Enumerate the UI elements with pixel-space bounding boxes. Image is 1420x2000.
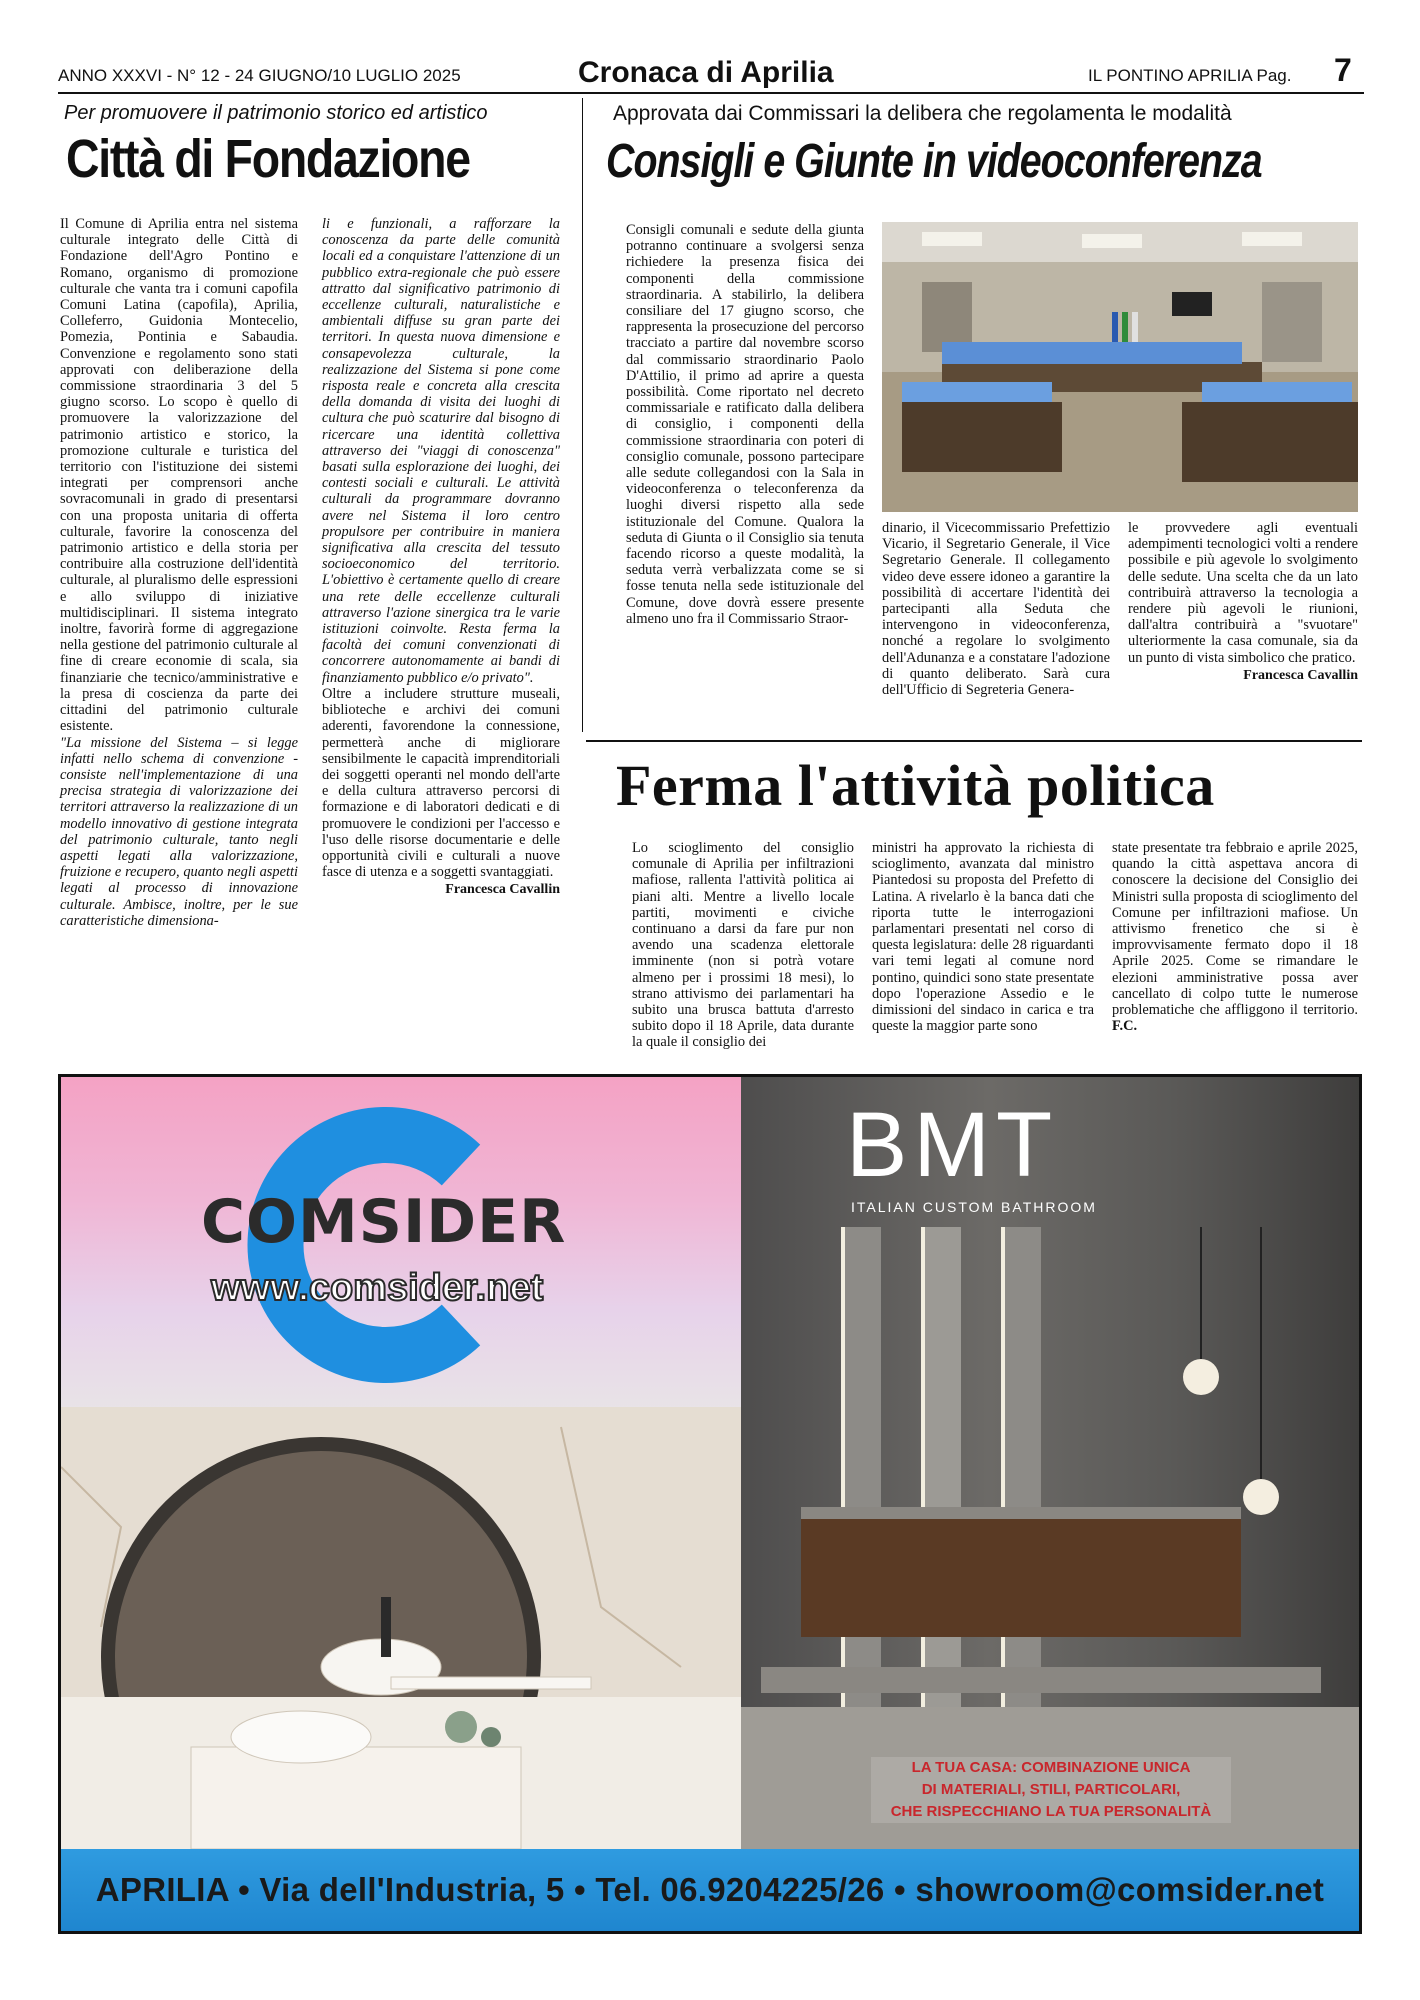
article1-body-1: Il Comune di Aprilia entra nel sistema culturale integrato delle Città di Fondazione dell'Agro Pontino e Romano, organismo di promozione culturale che vanta tra i comuni capofila Comuni Latina (capofila), Aprilia, Colleferro, Guidonia Montecelio, Pomezia, Pontinia e Sabaudia. Convenzione e regolamento sono stati approvati con deliberazione della commissione straordinaria 3 del 5 giugno scorso. Lo scopo è quello di promuovere la valorizzazione del patrimonio artistico e storico, la promozione culturale e turistica del territorio con l'istituzione dei sistemi integrati per comprensori anche sovracomunali in grado di presentarsi con una proposta unitaria di offerta culturale, favorire la conoscenza del patrimonio artistico e della storia per contribuire alla costruzione dell'identità culturale, al pluralismo delle espressioni e allo sviluppo di iniziative multidisciplinari. Il sistema integrato inoltre, favorirà forme di aggregazione nella gestione del patrimonio culturale al fine di creare economie di scala, sia finanziarie che tecnico/amministrative e la presa di coscienza da parte dei cittadini del patrimonio culturale esistente.	[60, 216, 298, 735]
ad-slogan-line-3: CHE RISPECCHIANO LA TUA PERSONALITÀ	[890, 1803, 1212, 1820]
article3-column-1	[632, 840, 854, 1060]
article3-byline: F.C.	[1112, 1018, 1138, 1035]
top-rule	[58, 92, 1364, 94]
article2-column-3	[1128, 520, 1358, 730]
council-chamber-illustration	[882, 222, 1358, 512]
article3-body-3: state presentate tra febbraio e aprile 2025, quando la città aspettava ancora di conoscere la decisione del Consiglio dei Ministri sulla proposta di scioglimento del Comune per infiltrazioni mafiose. Un attivismo frenetico che si è improvvisamente fermato dopo il 18 Aprile 2025. Come se rimandare le elezioni amministrative possa aver cancellato di colpo tutte le numerose problematiche che affliggono il territorio.	[1112, 840, 1358, 1019]
comsider-url: www.comsider.net	[211, 1267, 544, 1309]
bathroom-interior-illustration	[741, 1227, 1361, 1849]
ad-slogan-line-2: DI MATERIALI, STILI, PARTICOLARI,	[921, 1781, 1181, 1798]
article1-body-2: Oltre a includere strutture museali, biblioteche e archivi dei comuni aderenti, favorendone la connessione, permetterà anche di migliorare sensibilmente le capacità imprenditoriali dei soggetti operanti nel mondo dell'arte e della cultura attraverso percorsi di formazione e di laboratori dedicati e di promuovere le condizioni per l'accesso e l'uso delle risorse documentarie e delle opportunità civili e culturali a nuove fasce di utenza e a soggetti svantaggiati.	[322, 685, 560, 881]
article3-headline: Ferma l'attività politica	[616, 753, 1215, 818]
article2-body-1: Consigli comunali e sedute della giunta potranno continuare a svolgersi senza richiedere la presenza fisica dei componenti della commissione straordinaria. A stabilirlo, la delibera consiliare del 17 giugno scorso, che rappresenta la prosecuzione del percorso tracciato a partire dal novembre scorso dal commissario straordinario Paolo D'Attilio, il primo ad aprire a questa possibilità. Come riportato nel decreto commissariale e ratificato dalla delibera di consiglio, i componenti della commissione straordinaria con poteri di consiglio comunale, possono partecipare alle sedute collegandosi con la Sala in videoconferenza o teleconferenza da luoghi diversi rispetto alla sede istituzionale del Comune. Qualora la seduta di Giunta o il Consiglio sia tenuta facendo ricorso a queste modalità, la seduta verrà verbalizzata come se si fosse tenuta nella sede istituzionale del Comune, dove dovrà essere presente almeno uno fra il Commissario Straor-	[626, 222, 864, 627]
council-chamber-photo	[882, 222, 1358, 512]
ad-footer-contact: APRILIA • Via dell'Industria, 5 • Tel. 06.9204225/26 • showroom@comsider.net	[95, 1871, 1325, 1908]
ad-comsider-panel	[61, 1077, 741, 1849]
bmt-tagline: ITALIAN CUSTOM BATHROOM	[851, 1199, 1097, 1215]
article2-body-3: le provvedere agli eventuali adempimenti tecnologici volti a rendere possibile e più agevole lo svolgimento delle sedute. Una scelta che da un lato contribuirà attraverso la tecnologia a rendere più agevoli le riunioni, dall'altra contribuirà a "svuotare" ulteriormente la casa comunale, sia da un punto di vista simbolico che pratico.	[1128, 520, 1358, 666]
article2-body-2: dinario, il Vicecommissario Prefettizio Vicario, il Segretario Generale, il Vice Segretario Generale. Il collegamento video deve essere idoneo a garantire la possibilità di accertare l'identità dei partecipanti alla Seduta che intervengono in videoconferenza, nonché a regolare lo svolgimento dell'Adunanza e a constatare l'adozione di quanto deliberato. Sarà cura dell'Ufficio di Segreteria Genera-	[882, 520, 1110, 699]
article1-body-quote-cont: li e funzionali, a rafforzare la conoscenza da parte delle comunità locali ed a conquistare l'attenzione di un pubblico extra-regionale che può essere attratto dal significativo patrimonio di eccellenze culturali, naturalistiche e ambientali diffuse su gran parte dei territori. In questa nuova dimensione e consapevolezza culturale, la realizzazione del Sistema si pone come risposta reale e concreta alla crescita della domanda di visita dei luoghi di cultura che può scaturire dal bisogno di ricercare una identità collettiva attraverso dei "viaggi di conoscenza" basati sulla esplorazione dei luoghi, dei contesti sociali e culturali. Le attività culturali da programmare dovranno avere nel Sistema il loro centro propulsore per contribuire in maniera significativa alla crescita del tessuto socioeconomico del territorio. L'obiettivo è certamente quello di creare una rete delle eccellenze culturali attraverso l'azione sinergica tra le varie istituzioni coinvolte. Resta ferma la facoltà dei comuni convenzionati di concorrere autonomamente ai bandi di finanziamento pubblico e/o privato".	[322, 216, 560, 686]
ad-slogan-line-1: LA TUA CASA: COMBINAZIONE UNICA	[911, 1759, 1191, 1776]
article2-column-2	[882, 520, 1110, 730]
article3-body-1: Lo scioglimento del consiglio comunale di Aprilia per infiltrazioni mafiose, rallenta l'attività politica ai piani alti. Mentre a livello locale partiti, movimenti e civiche continuano a darsi da fare pur non avendo una scadenza elettorale imminente (non si potrà votare almeno per i prossimi 18 mesi), lo strano attivismo dei parlamentari ha subito una brusca battuta d'arresto subito dopo il 18 Aprile, data durante la quale il consiglio dei	[632, 840, 854, 1051]
bathroom-vanity-illustration	[61, 1407, 741, 1849]
article2-headline: Consigli e Giunte in videoconferenza	[606, 135, 1262, 188]
publication-name: IL PONTINO APRILIA Pag.	[1088, 66, 1292, 85]
article1-column-2	[322, 216, 560, 1056]
issue-info: ANNO XXXVI - N° 12 - 24 GIUGNO/10 LUGLIO 2025	[58, 66, 461, 85]
article1-headline: Città di Fondazione	[66, 129, 470, 189]
article2-column-1	[626, 222, 864, 722]
article2-byline: Francesca Cavallin	[1243, 667, 1358, 683]
article1-body-quote: "La missione del Sistema – si legge infatti nello schema di convenzione - consiste nell'implementazione di una precisa strategia di valorizzazione dei territori attraverso la realizzazione di un modello innovativo di gestione integrata del patrimonio culturale, tanto negli aspetti legati alla valorizzazione, fruizione e recupero, quanto negli aspetti legati al processo di innovazione culturale. Ambisce, inoltre, per le sue caratteristiche dimensiona-	[60, 734, 298, 929]
article3-column-3	[1112, 840, 1358, 1060]
article1-byline: Francesca Cavallin	[445, 882, 560, 898]
bmt-brand: BMT	[846, 1094, 1059, 1196]
page-number: 7	[1334, 52, 1352, 88]
advertisement	[58, 1074, 1362, 1934]
ad-slogan	[871, 1757, 1231, 1823]
column-divider	[582, 98, 583, 732]
article1-kicker: Per promuovere il patrimonio storico ed artistico	[64, 102, 488, 124]
section-divider	[586, 740, 1362, 742]
article2-kicker: Approvata dai Commissari la delibera che regolamenta le modalità	[613, 102, 1232, 125]
article3-column-2	[872, 840, 1094, 1060]
article1-column-1	[60, 216, 298, 1056]
section-title: Cronaca di Aprilia	[578, 56, 834, 89]
ad-bmt-panel	[741, 1077, 1361, 1849]
comsider-brand: COMSIDER	[201, 1187, 567, 1257]
article3-body-2: ministri ha approvato la richiesta di scioglimento, avanzata dal ministro Piantedosi su proposta del Prefetto di Latina. A rivelarlo è la banca dati che riporta tutte le interrogazioni parlamentari presentati nel corso di questa legislatura: delle 28 riguardanti vari temi legati al comune nord pontino, quindici sono state presentate dopo l'operazione Assedio e le dimissioni del sindaco in carica e tra queste la maggior parte sono	[872, 840, 1094, 1035]
